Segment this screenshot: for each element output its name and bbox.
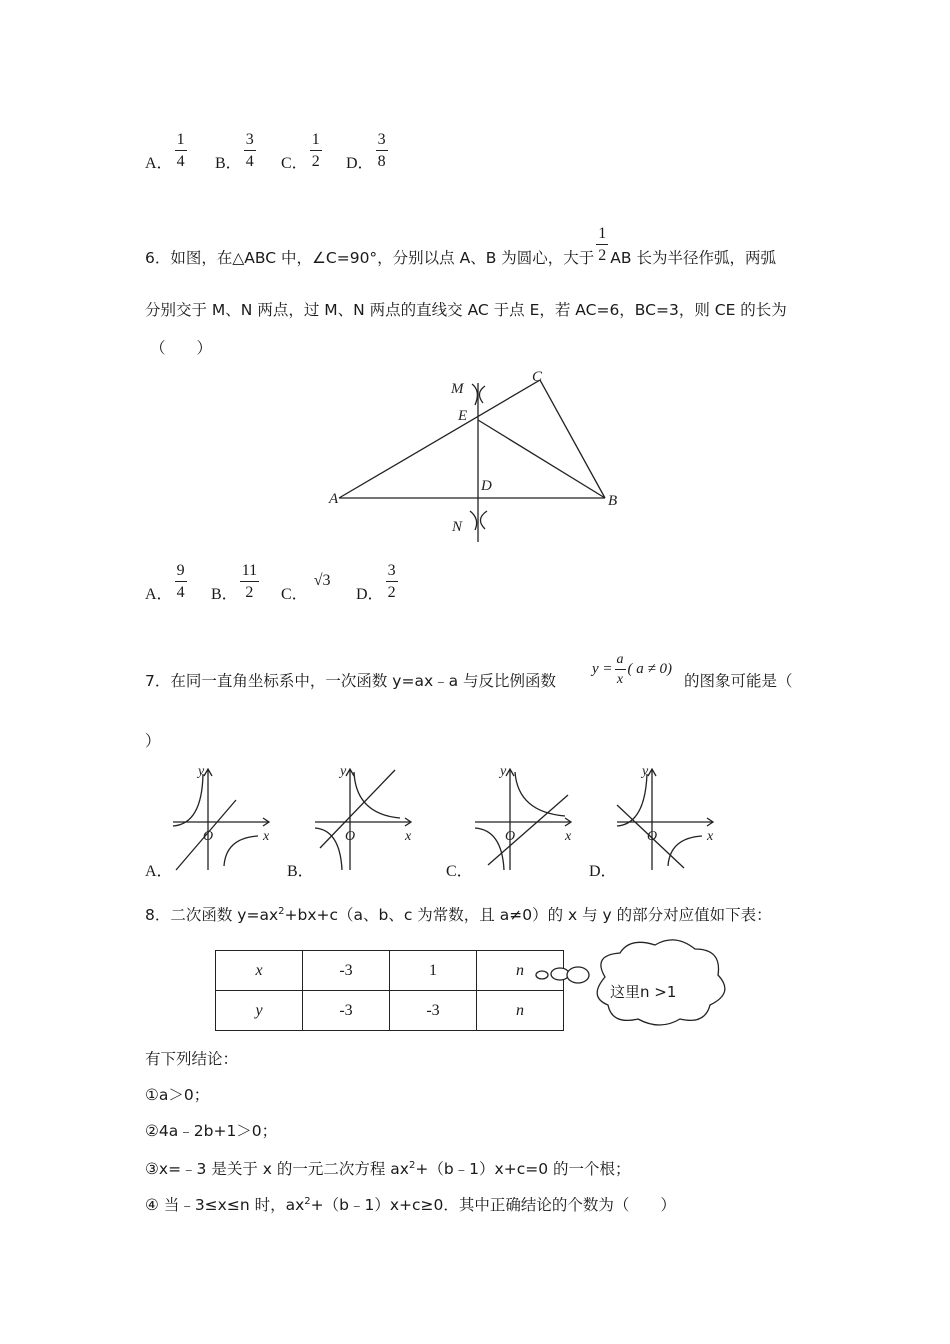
q6-option-d: D． $\frac{3}{2}$	[356, 562, 396, 603]
graph-b	[310, 760, 420, 878]
fraction: $\frac{9}{4}$	[176, 562, 185, 601]
value-table	[215, 950, 564, 1031]
label-e: E	[458, 408, 468, 424]
label-d: D	[481, 478, 492, 494]
svg-text:x: x	[565, 829, 572, 844]
svg-text:O: O	[203, 829, 214, 844]
q7-option-d: D．	[589, 863, 617, 880]
q7-formula: y = $\frac{a}{x}$ ( a ≠ 0)	[592, 652, 673, 687]
q5-option-a: A． $\frac{1}{4}$	[145, 131, 185, 172]
sqrt-three: √3	[313, 571, 331, 589]
graph-d	[612, 760, 722, 878]
svg-text:y: y	[642, 764, 649, 779]
table-row: x -3 1 n	[216, 951, 564, 991]
label-m: M	[451, 381, 464, 397]
q6-option-c: C．√3	[281, 571, 331, 603]
q7-option-b: B．	[287, 863, 314, 880]
label-n: N	[452, 519, 463, 535]
q6-option-b: B． $\frac{11}{2}$	[211, 562, 258, 603]
q6-option-a: A． $\frac{9}{4}$	[145, 562, 185, 603]
fraction: $\frac{1}{4}$	[176, 131, 185, 170]
q5-option-b: B． $\frac{3}{4}$	[215, 131, 254, 172]
conclusion-4: ④ 当﹣3≤x≤n 时，$ax^2+(b﹣1)x+c\ge 0$．其中正确结论的个数为（ ）	[145, 1196, 676, 1215]
arc-m-right	[479, 386, 485, 403]
fraction: $\frac{3}{8}$	[377, 131, 386, 170]
q7-option-c: C．	[446, 863, 473, 880]
svg-text:O: O	[505, 829, 516, 844]
q8-line-1: 8．二次函数 $y=ax^2+bx+c(a$、b、c 为常数，且 a≠0）的 x 与 y 的部分对应值如下表：	[145, 906, 772, 925]
q7-line-1: 7．在同一直角坐标系中，一次函数 y=ax﹣a 与反比例函数	[145, 672, 557, 690]
label-b: B	[608, 493, 618, 509]
arc-m-left	[472, 384, 477, 405]
triangle-figure	[325, 365, 625, 547]
cloud-text: 这里n >1	[610, 983, 677, 1001]
q7-line-2: ）	[145, 732, 161, 750]
fraction: $\frac{1}{2}$	[311, 131, 320, 170]
svg-text:O: O	[345, 829, 356, 844]
svg-text:O: O	[647, 829, 658, 844]
q6-line-2: 分别交于 M、N 两点，过 M、N 两点的直线交 AC 于点 E，若 AC=6，BC=3，则 CE 的长为	[145, 301, 787, 319]
arc-n-right	[480, 511, 487, 529]
q6-line-1: 6．如图，在△ABC 中，∠C=90°，分别以点 A、B 为圆心，大于 $\frac{1}{2}$ AB 长为半径作弧，两弧	[145, 225, 776, 267]
svg-text:y: y	[198, 764, 205, 779]
svg-text:x: x	[263, 829, 270, 844]
q6-line-3: （ ）	[150, 339, 213, 357]
svg-text:x: x	[405, 829, 412, 844]
conclusion-2: ②4a﹣2b+1＞0；	[145, 1122, 278, 1140]
q5-option-d: D． $\frac{3}{8}$	[346, 131, 386, 172]
fraction: $\frac{a}{x}$	[616, 652, 624, 687]
q7-option-a: A．	[145, 863, 173, 880]
conclusion-1: ①a＞0；	[145, 1086, 210, 1104]
svg-text:x: x	[707, 829, 714, 844]
label-a: A	[329, 491, 339, 507]
graph-a	[168, 760, 278, 878]
fraction: $\frac{3}{2}$	[387, 562, 396, 601]
table-row: y -3 -3 n	[216, 991, 564, 1031]
arc-n-left	[470, 511, 477, 530]
side-cb	[540, 380, 605, 498]
svg-text:y: y	[500, 764, 507, 779]
half-fraction: $\frac{1}{2}$	[598, 225, 607, 264]
graph-c	[470, 760, 580, 878]
q5-option-c: C． $\frac{1}{2}$	[281, 131, 320, 172]
svg-text:y: y	[340, 764, 347, 779]
thought-cloud	[530, 935, 740, 1030]
label-c: C	[532, 369, 543, 385]
fraction: $\frac{11}{2}$	[241, 562, 258, 601]
fraction: $\frac{3}{4}$	[245, 131, 254, 170]
q7-line-1-end: 的图象可能是（	[684, 672, 793, 690]
q8-intro: 有下列结论：	[145, 1050, 239, 1068]
segment-eb	[478, 420, 605, 498]
conclusion-3: ③x=﹣3 是关于 x 的一元二次方程 $ax^2+(b﹣1)x+c=0$ 的一个根；	[145, 1160, 631, 1179]
